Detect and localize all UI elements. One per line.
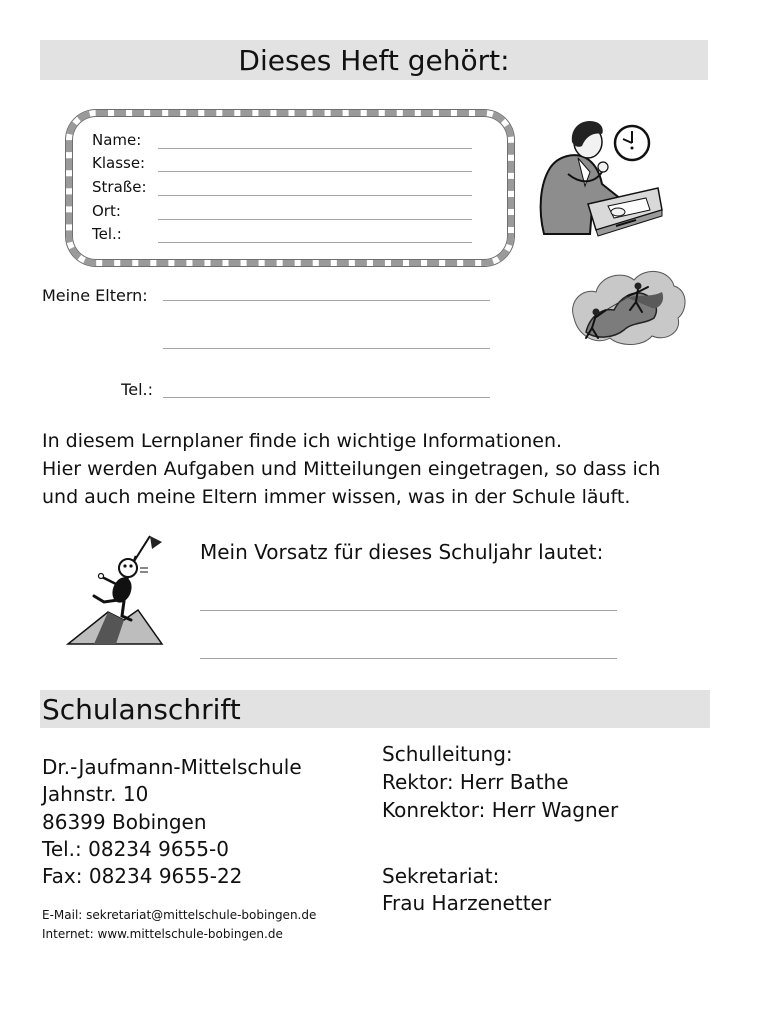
school-heading: Schulanschrift — [42, 693, 241, 726]
secretariat-heading: Sekretariat: — [382, 864, 500, 888]
name-blank-line — [158, 134, 472, 149]
resolution-blank-line — [200, 610, 617, 611]
resolution-prompt: Mein Vorsatz für dieses Schuljahr lautet: — [200, 540, 604, 564]
field-label-name: Name: — [92, 131, 142, 149]
intro-line: Hier werden Aufgaben und Mitteilungen eingetragen, so dass ich — [42, 458, 661, 480]
school-address — [42, 754, 302, 890]
parents-label: Meine Eltern: — [42, 286, 148, 305]
school-website: Internet: www.mittelschule-bobingen.de — [42, 927, 283, 941]
field-label-phone: Tel.: — [92, 225, 122, 243]
class-blank-line — [158, 157, 472, 172]
school-secretariat — [382, 863, 551, 917]
field-label-street: Straße: — [92, 178, 147, 196]
owner-field-street — [92, 178, 472, 196]
principal-name: Rektor: Herr Bathe — [382, 770, 569, 794]
phone-blank-line — [158, 228, 472, 243]
intro-line: In diesem Lernplaner finde ich wichtige Informationen. — [42, 430, 563, 452]
school-heading-bar — [40, 690, 710, 728]
owner-field-class — [92, 154, 472, 172]
field-label-town: Ort: — [92, 202, 121, 220]
field-label-class: Klasse: — [92, 154, 146, 172]
clock-icon — [615, 126, 649, 160]
secretary-name: Frau Harzenetter — [382, 891, 552, 915]
parents-phone-label: Tel.: — [121, 380, 153, 399]
school-email: E-Mail: sekretariat@mittelschule-bobingen.de — [42, 908, 317, 922]
summit-flag-illustration — [64, 532, 164, 648]
owner-field-name — [92, 131, 472, 149]
street-blank-line — [158, 181, 472, 196]
parents-phone-blank-line — [163, 397, 490, 398]
owner-field-town — [92, 202, 472, 220]
owner-field-phone — [92, 225, 472, 243]
school-phone: Tel.: 08234 9655-0 — [42, 836, 229, 861]
student-at-desk-illustration — [530, 112, 665, 242]
school-street: Jahnstr. 10 — [42, 782, 149, 807]
school-fax: Fax: 08234 9655-22 — [42, 864, 243, 889]
vice-principal-name: Konrektor: Herr Wagner — [382, 798, 619, 822]
rock-climbers-illustration — [566, 258, 688, 350]
resolution-blank-line — [200, 658, 617, 659]
town-blank-line — [158, 205, 472, 220]
intro-line: und auch meine Eltern immer wissen, was in der Schule läuft. — [42, 486, 631, 508]
school-city: 86399 Bobingen — [42, 809, 207, 834]
intro-paragraph — [42, 427, 660, 511]
school-name: Dr.-Jaufmann-Mittelschule — [42, 755, 302, 779]
school-online-contact — [42, 906, 316, 944]
school-leadership — [382, 740, 618, 824]
leadership-heading: Schulleitung: — [382, 742, 513, 766]
parents-blank-line — [163, 348, 490, 349]
owner-heading-bar — [40, 40, 708, 80]
parents-blank-line — [163, 300, 490, 301]
owner-heading: Dieses Heft gehört: — [238, 44, 510, 77]
